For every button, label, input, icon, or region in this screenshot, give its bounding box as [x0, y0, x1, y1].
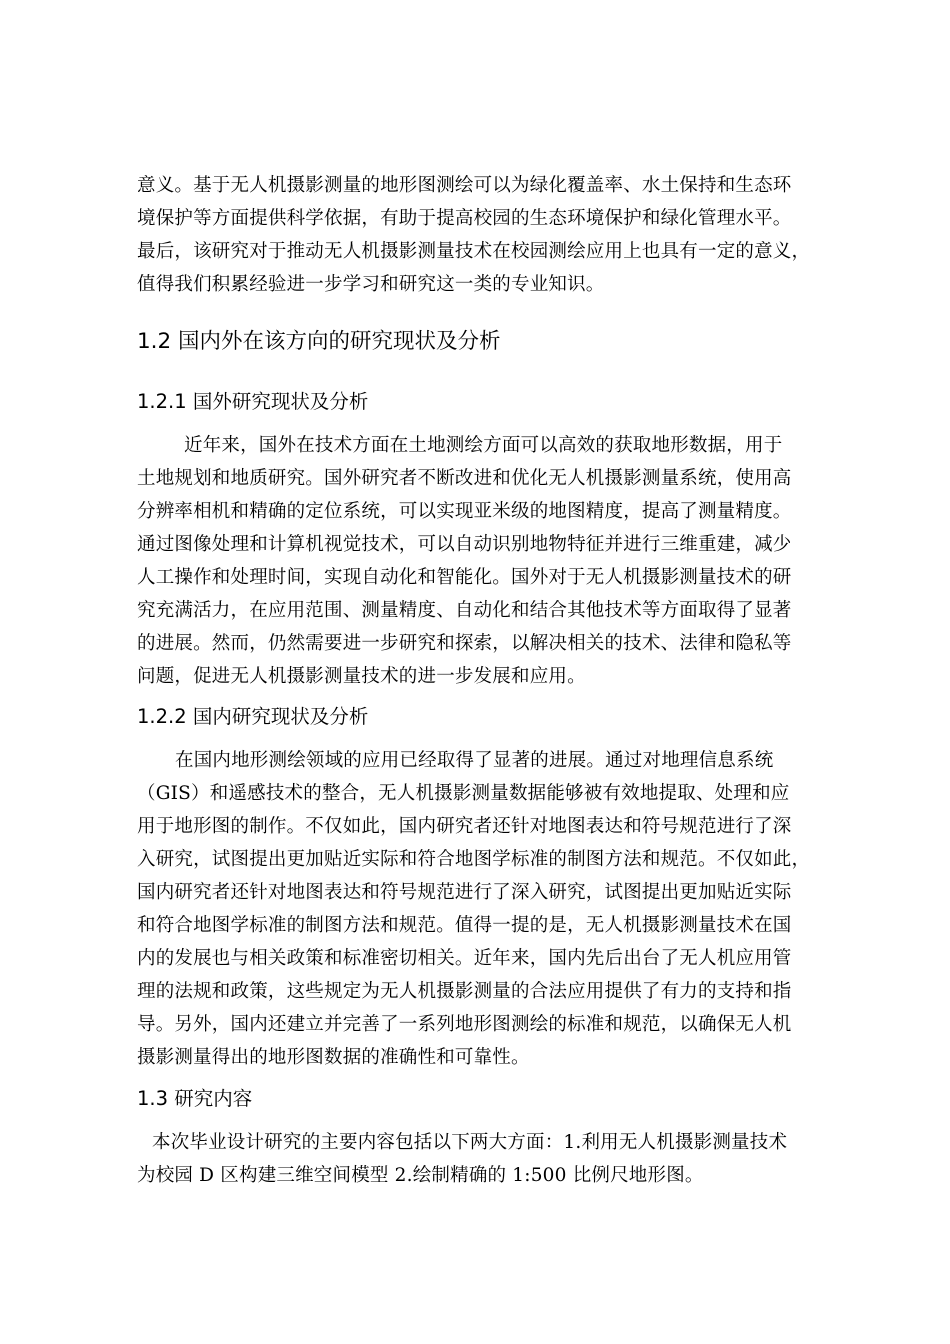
paragraph-line: 分辨率相机和精确的定位系统，可以实现亚米级的地图精度，提高了测量精度。 [137, 501, 792, 522]
paragraph-line: 境保护等方面提供科学依据，有助于提高校园的生态环境保护和绿化管理水平。 [137, 208, 792, 229]
subsection-heading: 1.3 研究内容 [137, 1087, 253, 1110]
paragraph-line: （GIS）和遥感技术的整合，无人机摄影测量数据能够被有效地提取、处理和应 [137, 783, 790, 804]
subsection-heading: 1.2.1 国外研究现状及分析 [137, 390, 369, 413]
paragraph-line: 近年来，国外在技术方面在土地测绘方面可以高效的获取地形数据，用于 [184, 435, 783, 456]
paragraph-line: 人工操作和处理时间，实现自动化和智能化。国外对于无人机摄影测量技术的研 [137, 567, 792, 588]
paragraph-line: 的进展。然而，仍然需要进一步研究和探索，以解决相关的技术、法律和隐私等 [137, 633, 792, 654]
paragraph-line: 在国内地形测绘领域的应用已经取得了显著的进展。通过对地理信息系统 [175, 750, 774, 771]
paragraph-line: 究充满活力，在应用范围、测量精度、自动化和结合其他技术等方面取得了显著 [137, 600, 792, 621]
paragraph-line: 用于地形图的制作。不仅如此，国内研究者还针对地图表达和符号规范进行了深 [137, 816, 792, 837]
subsection-heading: 1.2.2 国内研究现状及分析 [137, 705, 369, 728]
section-heading: 1.2 国内外在该方向的研究现状及分析 [137, 329, 501, 354]
paragraph-line: 意义。基于无人机摄影测量的地形图测绘可以为绿化覆盖率、水土保持和生态环 [137, 175, 792, 196]
paragraph-line: 和符合地图学标准的制图方法和规范。值得一提的是，无人机摄影测量技术在国 [137, 915, 792, 936]
paragraph-line: 本次毕业设计研究的主要内容包括以下两大方面：1.利用无人机摄影测量技术 [152, 1132, 788, 1153]
paragraph-line: 国内研究者还针对地图表达和符号规范进行了深入研究，试图提出更加贴近实际 [137, 882, 792, 903]
paragraph-line: 通过图像处理和计算机视觉技术，可以自动识别地物特征并进行三维重建，减少 [137, 534, 792, 555]
paragraph-line: 入研究，试图提出更加贴近实际和符合地图学标准的制图方法和规范。不仅如此， [137, 849, 811, 870]
paragraph-line: 理的法规和政策，这些规定为无人机摄影测量的合法应用提供了有力的支持和指 [137, 981, 792, 1002]
paragraph-line: 内的发展也与相关政策和标准密切相关。近年来，国内先后出台了无人机应用管 [137, 948, 792, 969]
paragraph-line: 最后，该研究对于推动无人机摄影测量技术在校园测绘应用上也具有一定的意义， [137, 241, 811, 262]
paragraph-line: 为校园 D 区构建三维空间模型 2.绘制精确的 1:500 比例尺地形图。 [137, 1165, 704, 1186]
paragraph-line: 问题，促进无人机摄影测量技术的进一步发展和应用。 [137, 666, 586, 687]
paragraph-line: 导。另外，国内还建立并完善了一系列地形图测绘的标准和规范，以确保无人机 [137, 1014, 792, 1035]
paragraph-line: 摄影测量得出的地形图数据的准确性和可靠性。 [137, 1047, 530, 1068]
paragraph-line: 土地规划和地质研究。国外研究者不断改进和优化无人机摄影测量系统，使用高 [137, 468, 792, 489]
paragraph-line: 值得我们积累经验进一步学习和研究这一类的专业知识。 [137, 274, 605, 295]
